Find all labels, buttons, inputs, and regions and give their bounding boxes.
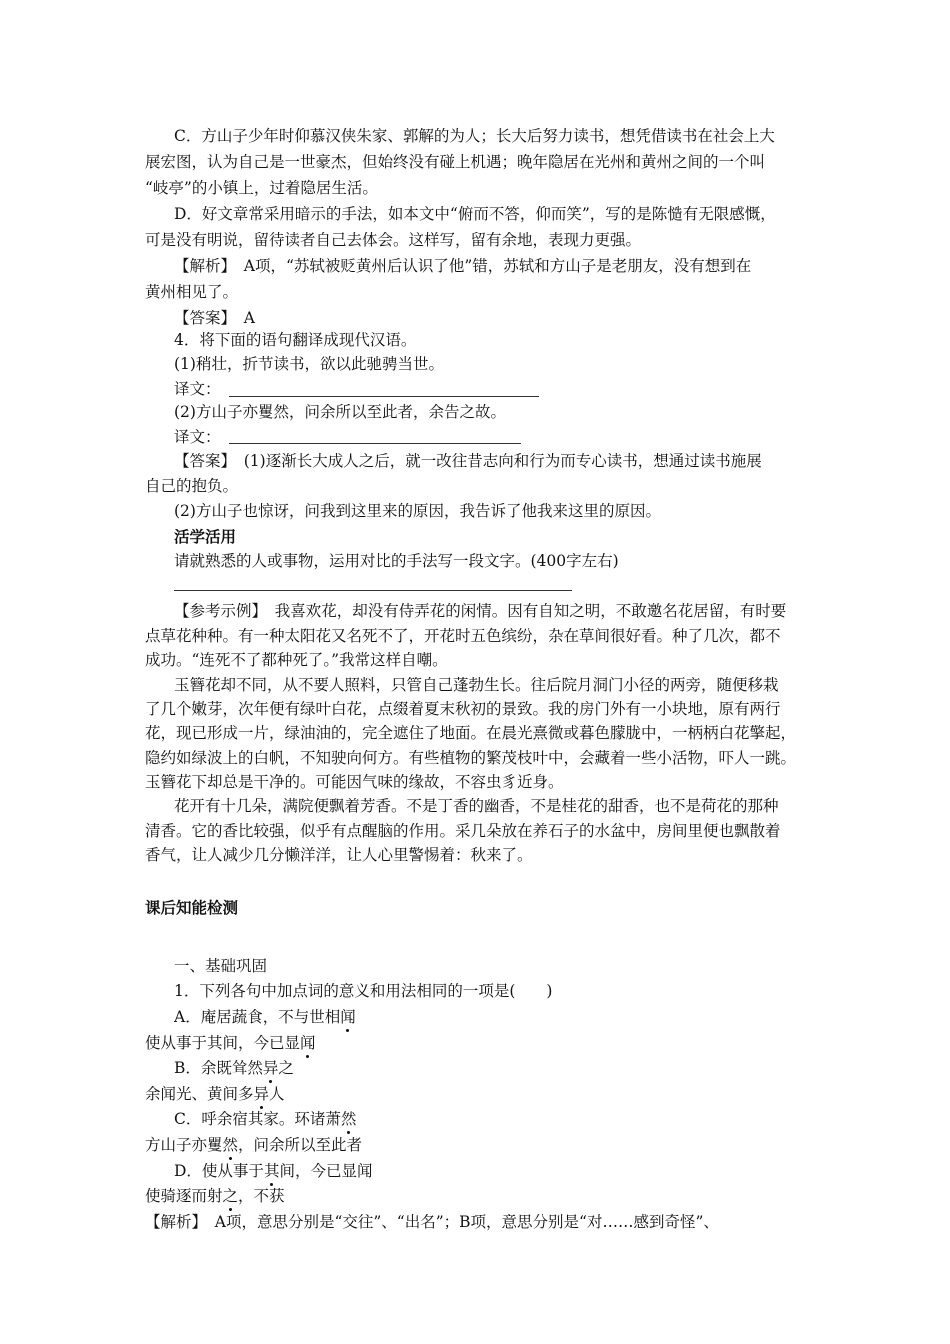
dotted-word: 之 [222,1187,239,1205]
translation-blank-1[interactable] [229,396,539,397]
answer-3: 【答案】 A [174,309,255,327]
dotted-word: 然 [222,1136,239,1154]
example-p2-line-2: 了几个嫩芽，次年便有绿叶白花，点缀着夏末秋初的景致。我的房门外有一小块地，原有两行 [145,700,781,718]
q1-option-b-2: 余闻光、黄间多异人 [145,1085,285,1103]
example-p2-line-5: 玉簪花下却总是干净的。可能因气味的缘故，不容虫豸近身。 [145,773,564,791]
question-4-title: 4．将下面的语句翻译成现代汉语。 [174,331,417,349]
practice-blank[interactable] [174,590,572,591]
question-4-sentence-1: (1)稍壮，折节读书，欲以此驰骋当世。 [174,355,444,373]
example-p3-line-1: 花开有十几朵，满院便飘着芳香。不是丁香的幽香，不是桂花的甜香，也不是荷花的那种 [174,797,779,815]
dotted-word: 闻 [300,1034,316,1052]
q1-option-c-2: 方山子亦矍然，问余所以至此者 [145,1136,363,1154]
dotted-word: 闻 [340,1008,356,1026]
question-4-sentence-2: (2)方山子亦矍然，问余所以至此者，余告之故。 [174,403,506,421]
answer-4-line-3: (2)方山子也惊讶，问我到这里来的原因，我告诉了他我来这里的原因。 [174,502,661,520]
q1-option-a-2: 使从事于其间，今已显闻 [145,1034,316,1052]
q1-option-a-1: A．庵居蔬食，不与世相闻 [174,1008,356,1026]
q1-option-b-1: B．余既耸然异之 [174,1059,294,1077]
question-1: 1．下列各句中加点词的意义和用法相同的一项是( ) [174,982,553,1000]
dotted-word: 然 [340,1110,357,1128]
example-p1-line-1: 【参考示例】 我喜欢花，却没有侍弄花的闲情。因有自知之明，不敢邀名花居留，有时要 [174,602,787,620]
example-p1-line-2: 点草花种种。有一种太阳花又名死不了，开花时五色缤纷，杂在草间很好看。种了几次，都不 [145,627,781,645]
practice-prompt: 请就熟悉的人或事物，运用对比的手法写一段文字。(400字左右) [174,552,619,570]
option-c-line-1: C．方山子少年时仰慕汉侠朱家、郭解的为人；长大后努力读书，想凭借读书在社会上大 [174,127,775,145]
example-p3-line-2: 清香。它的香比较强，似乎有点醒脑的作用。采几朵放在养石子的水盆中，房间里便也飘散着 [145,822,781,840]
translation-label-2: 译文： [174,428,221,446]
dotted-word: 异 [262,1059,279,1077]
example-p1-line-3: 成功。“连死不了都种死了。”我常这样自嘲。 [145,651,448,669]
option-c-line-3: “岐亭”的小镇上，过着隐居生活。 [145,179,378,197]
section-title: 课后知能检测 [145,898,239,917]
q1-option-d-1: D．使从事于其间，今已显闻 [174,1162,373,1180]
answer-4-line-1: 【答案】 (1)逐渐长大成人之后，就一改往昔志向和行为而专心读书，想通过读书施展 [174,452,762,470]
translation-label-1: 译文： [174,380,221,398]
dotted-word: 其 [263,1162,280,1180]
q1-option-d-2: 使骑逐而射之，不获 [145,1187,285,1205]
analysis-3-line-2: 黄州相见了。 [145,283,239,301]
example-p3-line-3: 香气，让人减少几分懒洋洋，让人心里警惕着：秋来了。 [145,846,533,864]
analysis-1: 【解析】 A项，意思分别是“交往”、“出名”；B项，意思分别是“对……感到奇怪”、 [145,1213,719,1231]
example-p2-line-4: 隐约如绿波上的白帆，不知驶向何方。有些植物的繁茂枝叶中，会藏着一些小活物，吓人一跳。 [145,749,797,767]
example-p2-line-1: 玉簪花却不同，从不要人照料，只管自己蓬勃生长。往后院月洞门小径的两旁，随便移栽 [174,676,779,694]
dotted-word: 异 [253,1085,270,1103]
option-d-line-1: D．好文章常采用暗示的手法，如本文中“俯而不答，仰而笑”，写的是陈慥有无限感慨， [174,205,776,223]
example-p2-line-3: 花，现已形成一片，绿油油的，完全遮住了地面。在晨光熹微或暮色朦胧中，一柄柄白花擎起， [145,724,797,742]
practice-heading: 活学活用 [174,527,237,546]
q1-option-c-1: C．呼余宿其家。环诸萧然 [174,1110,357,1128]
analysis-3-line-1: 【解析】 A项，“苏轼被贬黄州后认识了他”错，苏轼和方山子是老朋友，没有想到在 [174,257,752,275]
option-d-line-2: 可是没有明说，留待读者自己去体会。这样写，留有余地，表现力更强。 [145,231,642,249]
section-subtitle: 一、基础巩固 [174,957,268,975]
option-c-line-2: 展宏图，认为自己是一世豪杰，但始终没有碰上机遇；晚年隐居在光州和黄州之间的一个叫 [145,153,766,171]
answer-4-line-2: 自己的抱负。 [145,477,239,495]
translation-blank-2[interactable] [229,443,521,444]
